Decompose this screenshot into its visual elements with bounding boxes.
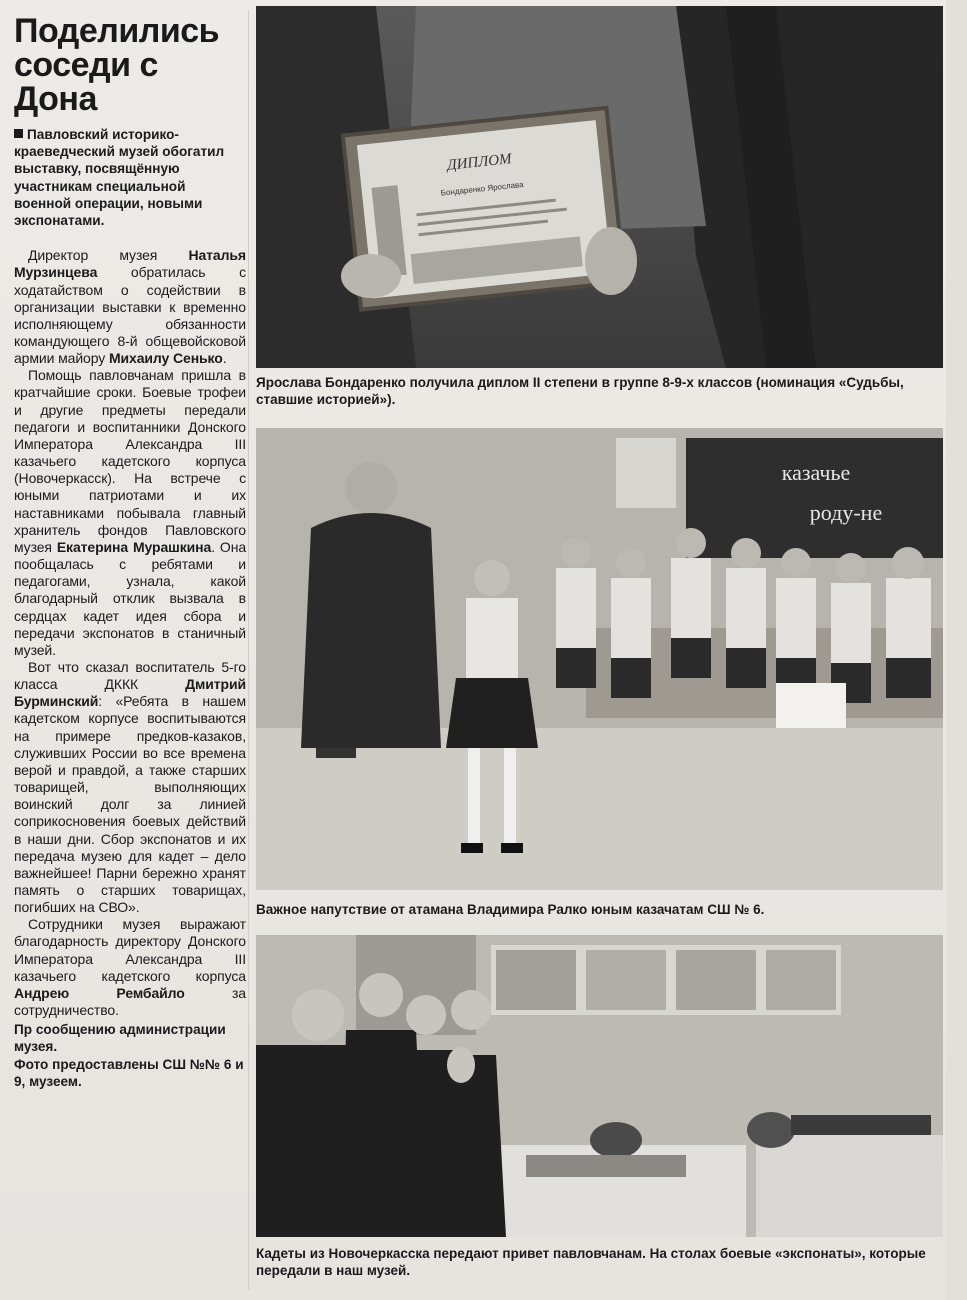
paragraph: Вот что сказал воспитатель 5-го класса ДККК Дмитрий Бурминский: «Ребята в нашем кадетском корпусе воспитываются на примере предков-казаков, служивших России во все времена верой и правдой, а также старших товарищей, выполняющих воинский долг за линией соприкосновения боевых действий в наши дни. Сбор экспонатов и их передача музею для кадет – дело важнейшее! Парни бережно хранят память о старших товарищах, погибших на СВО». [14, 658, 246, 916]
paragraph: Сотрудники музея выражают благодарность директору Донского Императора Александра III казачьего кадетского корпуса Андрею Рембайло за сотрудничество. [14, 916, 246, 1019]
source-line: Пр сообщению администрации музея. [14, 1022, 226, 1055]
board-text: казачье [781, 460, 851, 485]
paragraph: Помощь павловчанам пришла в кратчайшие сроки. Боевые трофеи и другие предметы передали педагоги и воспитанники Донского Императора Александра III казачьего кадетского корпуса (Новочеркасск). На встрече с юными патриотами и их наставниками побывала главный хранитель фондов Павловского музея Екатерина Мурашкина. Она пообщалась с ребятами и педагогами, узнала, какой благодарный отклик вызвала в сердцах кадет идея сбора и передачи экспонатов в станичный музей. [14, 367, 247, 658]
diploma-name: Бондаренко Ярослава [440, 179, 525, 198]
person-name: Андрею Рембайло [14, 984, 185, 1001]
paragraph: Директор музея Наталья Мурзинцева обратилась с ходатайством о содействии в организации выставки к временно исполняющему обязанности командующего 8-й общевойсковой армии майору Михаилу Сенько. [14, 247, 246, 367]
bullet-square-icon [14, 129, 23, 138]
person-name: Михаилу Сенько [108, 350, 223, 367]
photo-cadets-image [256, 935, 943, 1237]
photo-caption: Важное напутствие от атамана Владимира Ралко юным казачатам СШ № 6. [256, 902, 765, 917]
article-headline: Поделились соседи с Дона [14, 12, 220, 118]
article-column [14, 14, 246, 1090]
person-name: Дмитрий Бурминский [14, 676, 246, 710]
photo-caption: Ярослава Бондаренко получила диплом II степени в группе 8-9-х классов (номинация «Судьбы, ставшие историей»). [256, 375, 904, 407]
photo-ataman-image [256, 428, 943, 890]
diploma-title: ДИПЛОМ [446, 151, 513, 174]
article-source [14, 1021, 246, 1090]
photo-cadets [256, 935, 943, 1237]
person-name: Наталья Мурзинцева [14, 247, 246, 281]
board-text: роду-не [809, 500, 883, 525]
article-lead [14, 126, 246, 229]
page-margin [946, 0, 967, 1300]
photo-caption: Кадеты из Новочеркасска передают привет павловчанам. На столах боевые «экспонаты», которые передали в наш музей. [256, 1246, 926, 1278]
column-divider [248, 10, 249, 1290]
article-body [14, 247, 246, 1019]
photo-diploma [256, 6, 943, 368]
photo-diploma-image [256, 6, 943, 368]
lead-text: Павловский историко-краеведческий музей обогатил выставку, посвящённую участникам специальной военной операции, новыми экспонатами. [14, 127, 225, 229]
photo-credit: Фото предоставлены СШ №№ 6 и 9, музеем. [14, 1056, 244, 1089]
photo-ataman [256, 428, 943, 890]
person-name: Екатерина Мурашкина [56, 538, 212, 555]
